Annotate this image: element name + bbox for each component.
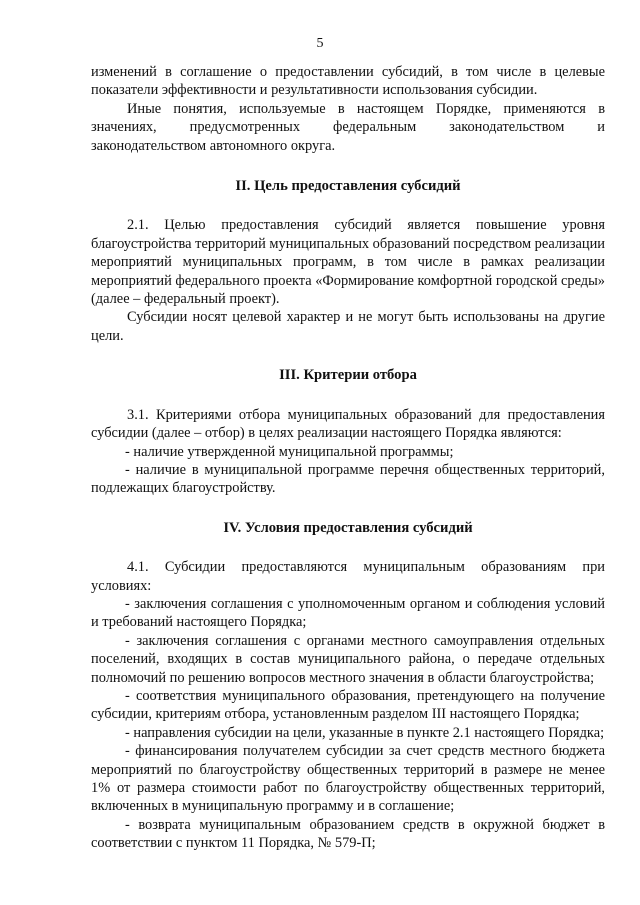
section-3-item-2: - наличие в муниципальной программе перечня общественных территорий, подлежащих благоустройству. [91, 461, 605, 497]
section-4-item-2: - заключения соглашения с органами местного самоуправления отдельных поселений, входящих в состав муниципального района, о передаче отдельных полномочий по решению вопросов местного значения в области благоустройства; [91, 632, 605, 686]
section-4-paragraph-1: 4.1. Субсидии предоставляются муниципальным образованиям при условиях: [91, 559, 605, 594]
section-2-heading: II. Цель предоставления субсидий [235, 178, 461, 195]
section-4-item-1: - заключения соглашения с уполномоченным органом и соблюдения условий и требований настоящего Порядка; [91, 595, 605, 631]
section-4-item-3: - соответствия муниципального образования, претендующего на получение субсидии, критериям отбора, установленным разделом III настоящего Порядка; [91, 687, 605, 723]
intro-paragraph-2: Иные понятия, используемые в настоящем Порядке, применяются в значениях, предусмотренных федеральным законодательством и законодательством автономного округа. [91, 100, 605, 154]
section-3-heading: III. Критерии отбора [279, 367, 417, 384]
section-4-item-6: - возврата муниципальным образованием средств в окружной бюджет в соответствии с пунктом 11 Порядка, № 579-П; [91, 816, 605, 852]
section-2-paragraph-1: 2.1. Целью предоставления субсидий является повышение уровня благоустройства территорий муниципальных образований посредством реализации мероприятий муниципальных программ, в том числе в рамках реализации мероприятий федерального проекта «Формирование комфортной городской среды» (далее – федеральный проект). [91, 217, 605, 308]
page-number: 5 [316, 36, 324, 51]
section-3-item-1: - наличие утвержденной муниципальной программы; [125, 443, 454, 460]
section-4-item-5: - финансирования получателем субсидии за счет средств местного бюджета мероприятий по благоустройству общественных территорий в размере не менее 1% от размера стоимости работ по благоустройству общественных территорий, включенных в муниципальную программу и в соглашение; [91, 743, 605, 815]
document-body [91, 63, 605, 853]
section-4-item-4: - направления субсидии на цели, указанные в пункте 2.1 настоящего Порядка; [125, 724, 605, 741]
section-3-paragraph-1: 3.1. Критериями отбора муниципальных образований для предоставления субсидии (далее – отбор) в целях реализации настоящего Порядка являются: [91, 406, 605, 442]
section-2-paragraph-2: Субсидии носят целевой характер и не могут быть использованы на другие цели. [91, 309, 605, 344]
section-4-heading: IV. Условия предоставления субсидий [223, 519, 473, 536]
intro-paragraph-1: изменений в соглашение о предоставлении субсидий, в том числе в целевые показатели эффективности и результативности использования субсидии. [91, 64, 605, 99]
